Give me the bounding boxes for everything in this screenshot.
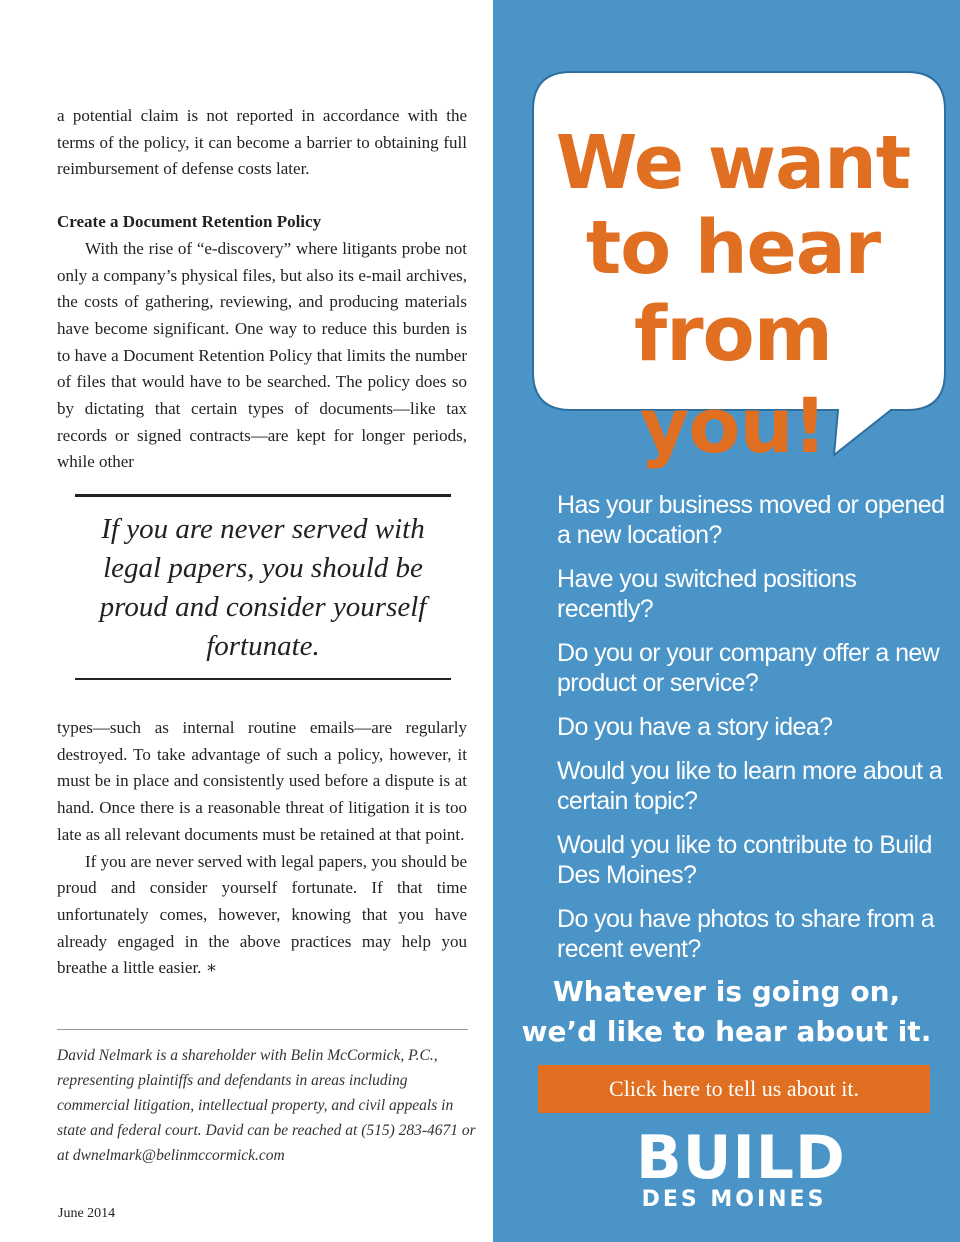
tell-us-button[interactable]: Click here to tell us about it. — [538, 1065, 930, 1113]
ad-tagline-line: we’d like to hear about it. — [521, 1015, 932, 1048]
ad-tagline — [493, 972, 960, 1052]
build-des-moines-logo — [636, 1123, 846, 1212]
question-list — [557, 490, 952, 978]
article-paragraph: With the rise of “e-discovery” where litigants probe not only a company’s physical files, but also its e-mail archives, the costs of gathering, reviewing, and producing materials have become significant. One way to reduce this burden is to have a Document Retention Policy that limits the number of files that would have to be searched. The policy does so by dictating that certain types of documents—like tax records or signed contracts—are kept for longer periods, while other — [57, 238, 467, 472]
article-paragraph: If you are never served with legal papers, you should be proud and consider yourself fortunate. If that time unfortunately comes, however, knowing that you have already engaged in the above practices may help you breathe a little easier. ∗ — [57, 851, 467, 978]
article-paragraph: types—such as internal routine emails—are regularly destroyed. To take advantage of such a policy, however, it must be in place and consistently used before a dispute is at hand. Once there is a reasonable threat of litigation it is too late as all relevant documents must be retained at that point. — [57, 718, 467, 844]
issue-date: June 2014 — [58, 1206, 116, 1221]
ad-tagline-line: Whatever is going on, — [552, 975, 901, 1008]
article-column-bottom — [57, 715, 467, 982]
pull-quote — [75, 494, 451, 680]
question-item: Would you like to learn more about a certain topic? — [557, 757, 943, 815]
article-column-top — [57, 103, 467, 476]
article-paragraph: a potential claim is not reported in accordance with the terms of the policy, it can become a barrier to obtaining full reimbursement of defense costs later. — [57, 106, 467, 179]
logo-wordmark: BUILD — [636, 1123, 846, 1193]
byline-divider — [57, 1029, 468, 1030]
author-byline: David Nelmark is a shareholder with Belin McCormick, P.C., representing plaintiffs and defendants in areas including commercial litigation, intellectual property, and civil appeals in state and federal court. David can be reached at (515) 283-4671 or at dwnelmark@belinmccormick.com — [57, 1047, 476, 1164]
pull-quote-text: If you are never served with legal papers, you should be proud and consider yourself fortunate. — [99, 512, 427, 662]
logo-subtitle: DES MOINES — [641, 1187, 827, 1212]
section-heading: Create a Document Retention Policy — [57, 212, 322, 232]
ad-headline-line: We want — [555, 120, 911, 206]
question-item: Have you switched positions recently? — [557, 565, 857, 623]
question-item: Has your business moved or opened a new location? — [557, 491, 945, 549]
question-item: Would you like to contribute to Build Des Moines? — [557, 831, 932, 889]
ad-headline-line: to hear — [585, 205, 881, 291]
ad-panel — [493, 0, 960, 1242]
question-item: Do you have photos to share from a recent event? — [557, 905, 935, 963]
question-item: Do you or your company offer a new product or service? — [557, 639, 940, 697]
question-item: Do you have a story idea? — [557, 713, 833, 741]
ad-headline-line: from you! — [634, 289, 832, 470]
